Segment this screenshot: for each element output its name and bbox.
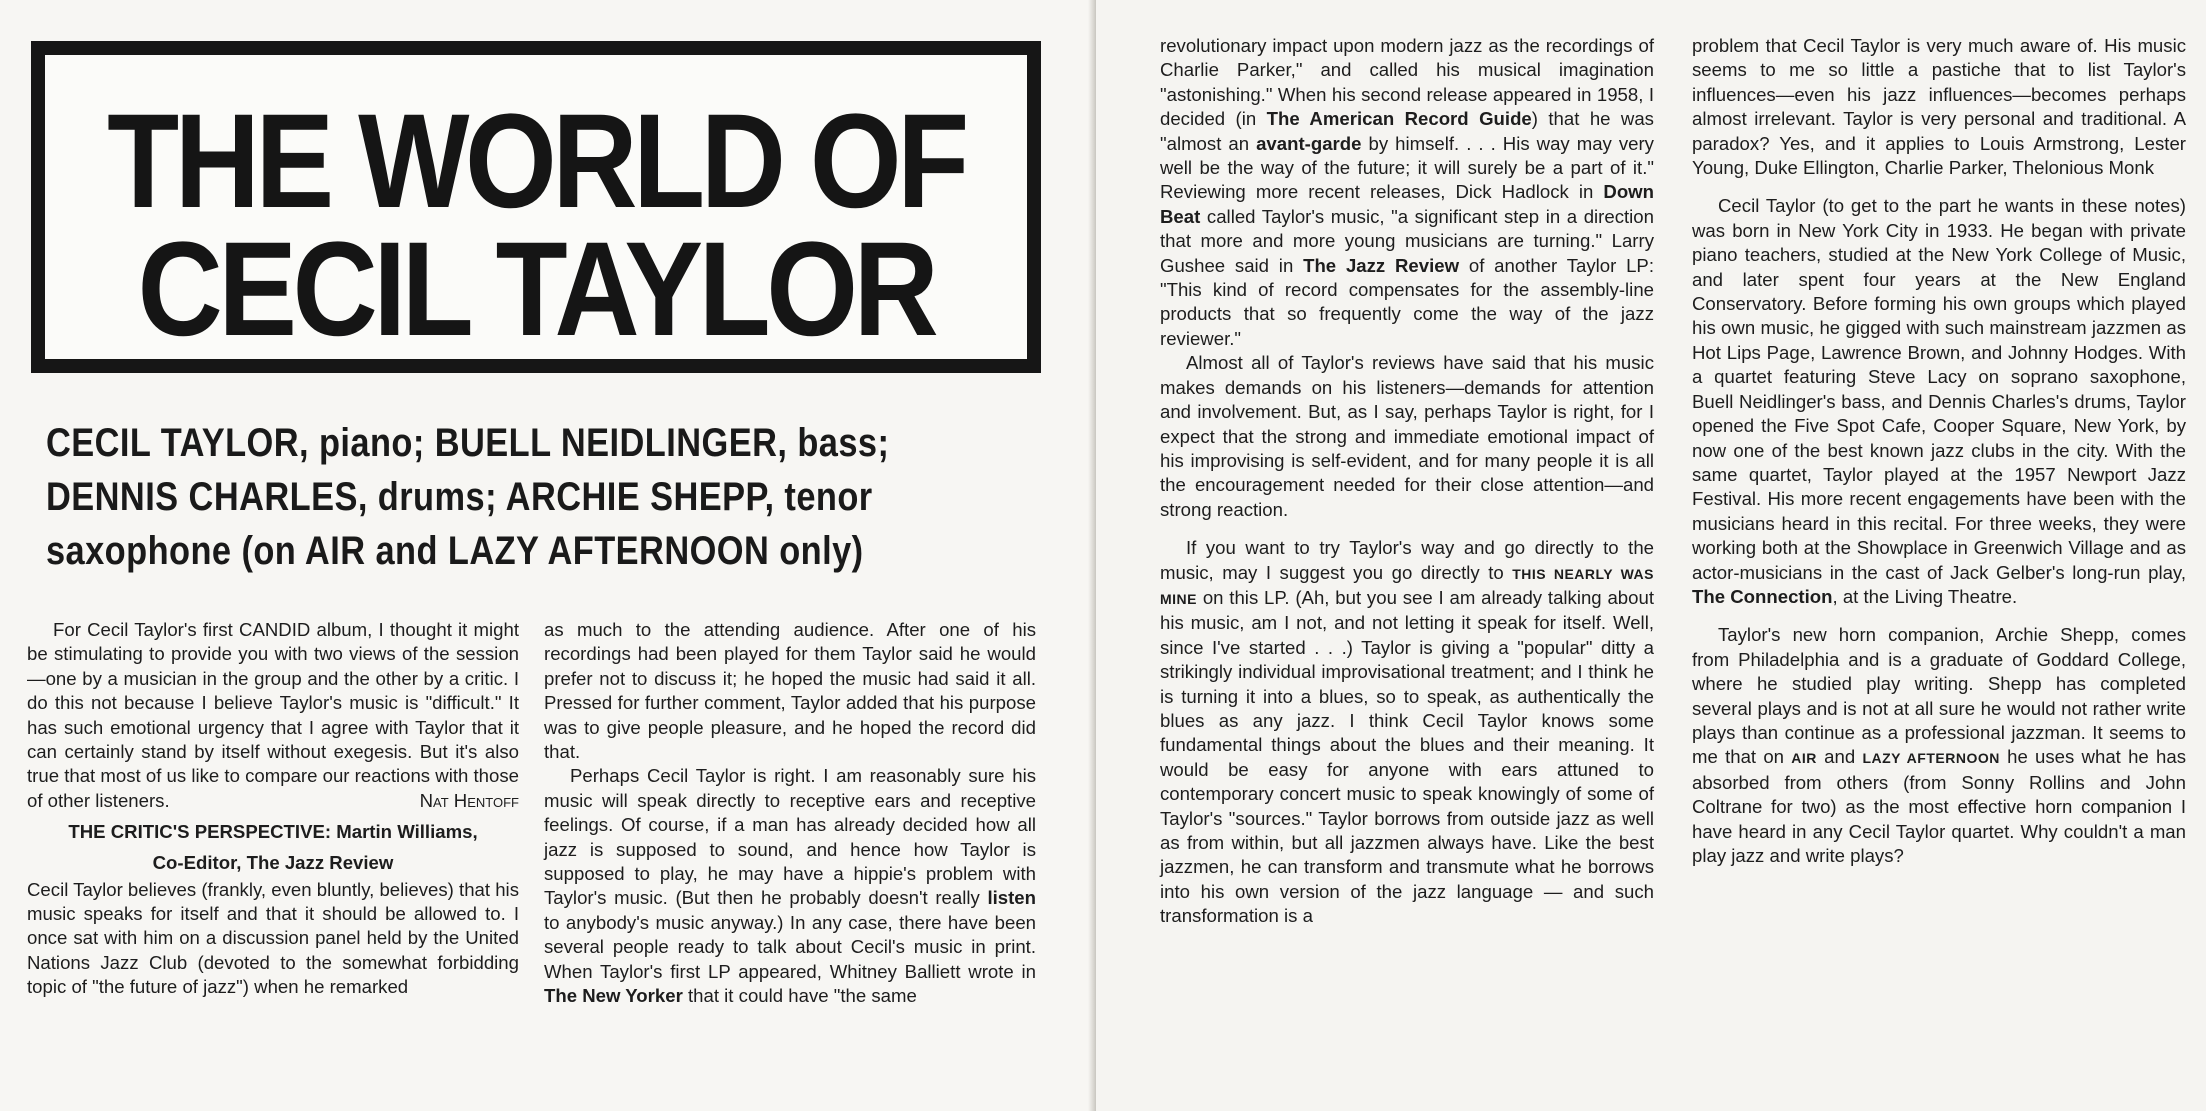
text-run: that it could have "the same xyxy=(688,985,917,1007)
text-run: , at the Living Theatre. xyxy=(1832,585,2018,607)
text-run: Cecil Taylor (to get to the part he wants in these notes) was born in New York City in 1933. He began with private piano teachers, studied at the New York College of Music, and later spent four years at the New England Conservatory. Before forming his own groups which played his own music, he gigged with such mainstream jazzmen as Hot Lips Page, Lawrence Brown, and Johnny Hodges. With a quartet featuring Steve Lacy on soprano saxophone, Buell Neidlinger's bass, and Dennis Charles's drums, Taylor opened the Five Spot Cafe, Cooper Square, New York, by now one of the best known jazz clubs in the city. With the same quartet, Taylor played at the 1957 Newport Jazz Festival. His more recent engagements have been with the musicians heard in this recital. For three weeks, they were working both at the Showplace in Greenwich Village and as actor-musicians in the cast of Jack Gelber's long-run play, xyxy=(1692,195,2186,583)
critic-paragraph-7: problem that Cecil Taylor is very much aware of. His music seems to me so little a pastiche that to list Taylor's influences—even his jazz influences—becomes perhaps almost irrelevant. Taylor is very personal and traditional. A paradox? Yes, and it applies to Louis Armstrong, Lester Young, Duke Ellington, Charlie Parker, Thelonious Monk xyxy=(1692,35,2186,179)
publication-down-beat: Down Beat xyxy=(1160,181,1654,227)
personnel-line-2: DENNIS CHARLES, drums; ARCHIE SHEPP, tenor xyxy=(46,475,873,519)
text-run: If you want to try Taylor's way and go directly to the music, may I suggest you go directly to xyxy=(1160,537,1654,583)
left-page xyxy=(0,0,1092,1111)
album-title-line-2: CECIL TAYLOR xyxy=(137,215,935,364)
publication-jazz-review: The Jazz Review xyxy=(1303,254,1460,276)
paragraph-gap xyxy=(1160,522,1654,536)
author-signature: Nat Hentoff xyxy=(419,790,519,812)
personnel-credits xyxy=(46,416,1056,578)
text-run: called Taylor's music, "a significant step in a direction that more and more young musicians are turning." Larry Gushee said in xyxy=(1160,205,1654,276)
text-run: by himself. . . . His way may very well be the way of the future; it will surely be a part of it." Reviewing more recent releases, Dick Hadlock in xyxy=(1160,132,1654,203)
text-run: he uses what he has absorbed from others (from Sonny Rollins and John Coltrane for two) as the most effective horn companion I have heard in any Cecil Taylor quartet. Why couldn't a man play jazz and write plays? xyxy=(1692,746,2186,866)
critic-paragraph-6 xyxy=(1160,536,1654,929)
personnel-line-1: CECIL TAYLOR, piano; BUELL NEIDLINGER, bass; xyxy=(46,421,890,465)
critic-paragraph-5: Almost all of Taylor's reviews have said that his music makes demands on his listeners—demands for attention and involvement. But, as I say, perhaps Taylor is right, for I expect that the strong and immediate emotional impact of his improvising is self-evident, and for many people it is all the encouragement needed for their close attention—and strong reaction. xyxy=(1160,352,1654,520)
critic-paragraph-3 xyxy=(544,764,1036,1008)
text-run: ) that he was "almost an xyxy=(1160,108,1654,154)
text-run: on this LP. (Ah, but you see I am already talking about his music, am I not, and not letting it speak for itself. Well, since I've started . . .) Taylor is giving a "popular" ditty a strikingly individual improvisational treatment; and I think he is turning it into a blues, so to speak, as authentically the blues as any jazz. I think Cecil Taylor knows some fundamental things about the blues and their meaning. It would be easy for anyone with ears attuned to contemporary concert music to speak knowingly of some of Taylor's "sources." Taylor borrows from outside jazz as well as from within, but all jazzmen always have. Like the best jazzmen, he can transform and transmute what he borrows into his own version of the jazz language — and such transformation is a xyxy=(1160,586,1654,927)
track-lazy-afternoon: LAZY AFTERNOON xyxy=(1862,750,2000,767)
play-the-connection: The Connection xyxy=(1692,585,1833,607)
text-run: of another Taylor LP: "This kind of record compensates for the assembly-line products that so frequently come the way of the jazz reviewer." xyxy=(1160,254,1654,349)
critic-paragraph-9 xyxy=(1692,623,2186,868)
text-run: and xyxy=(1824,746,1856,768)
track-air: AIR xyxy=(1791,750,1817,767)
liner-notes-column-2 xyxy=(544,618,1036,1009)
liner-notes-column-3 xyxy=(1160,34,1654,929)
text-run: Taylor's new horn companion, Archie Shepp, comes from Philadelphia and is a graduate of Goddard College, where he studied play writing. Shepp has completed several plays and is not at all sure he would not rather write plays than continue as a professional jazzman. It seems to me that on xyxy=(1692,624,2186,768)
liner-notes-column-1 xyxy=(27,618,519,1000)
critic-paragraph-2: as much to the attending audience. After one of his recordings had been played for them Taylor said he would prefer not to discuss it; he hoped the music had said it all. Pressed for further comment, Taylor added that his purpose was to give people pleasure, and he hoped the record did that. xyxy=(544,619,1036,763)
paragraph-gap xyxy=(1692,180,2186,194)
emphasis-listen: listen xyxy=(987,887,1037,909)
emphasis-avant-garde: avant-garde xyxy=(1256,132,1362,154)
personnel-line-3: saxophone (on AIR and LAZY AFTERNOON only) xyxy=(46,529,864,573)
section-heading-line-2: Co-Editor, The Jazz Review xyxy=(152,851,394,873)
critic-paragraph-8 xyxy=(1692,194,2186,609)
publication-american-record-guide: The American Record Guide xyxy=(1266,108,1532,130)
intro-paragraph: For Cecil Taylor's first CANDID album, I thought it might be stimulating to provide you with two views of the session—one by a musician in the group and the other by a critic. I do this not because I believe Taylor's music is "difficult." It has such emotional urgency that I agree with Taylor that it can certainly stand by itself without exegesis. But it's also true that most of us like to compare our reactions with those of other listeners. xyxy=(27,619,519,811)
critic-paragraph-1: Cecil Taylor believes (frankly, even bluntly, believes) that his music speaks for itself and that it should be allowed to. I once sat with him on a discussion panel held by the United Nations Jazz Club (devoted to the somewhat forbidding topic of "the future of jazz") when he remarked xyxy=(27,878,519,998)
text-run: revolutionary impact upon modern jazz as the recordings of Charlie Parker," and called his musical imagination "astonishing." When his second release appeared in 1958, I decided (in xyxy=(1160,35,1654,130)
publication-new-yorker: The New Yorker xyxy=(544,985,683,1007)
track-this-nearly-was-mine: THIS NEARLY WAS MINE xyxy=(1160,565,1654,607)
paragraph-gap xyxy=(1692,609,2186,623)
title-box xyxy=(31,41,1041,373)
liner-notes-column-4 xyxy=(1692,34,2186,868)
critic-paragraph-4 xyxy=(1160,34,1654,351)
right-page xyxy=(1096,0,2206,1111)
album-title-line-1: THE WORLD OF xyxy=(107,87,965,236)
section-heading-line-1: THE CRITIC'S PERSPECTIVE: Martin Williams, xyxy=(68,820,478,842)
text-run: to anybody's music anyway.) In any case, there have been several people ready to talk about Cecil's music in print. When Taylor's first LP appeared, Whitney Balliett wrote in xyxy=(544,911,1036,982)
text-run: Perhaps Cecil Taylor is right. I am reasonably sure his music will speak directly to receptive ears and receptive feelings. Of course, if a man has already decided how all jazz is supposed to sound, and hence how Taylor is supposed to play, he may have a hippie's problem with Taylor's music. (But then he probably doesn't really xyxy=(544,765,1036,909)
